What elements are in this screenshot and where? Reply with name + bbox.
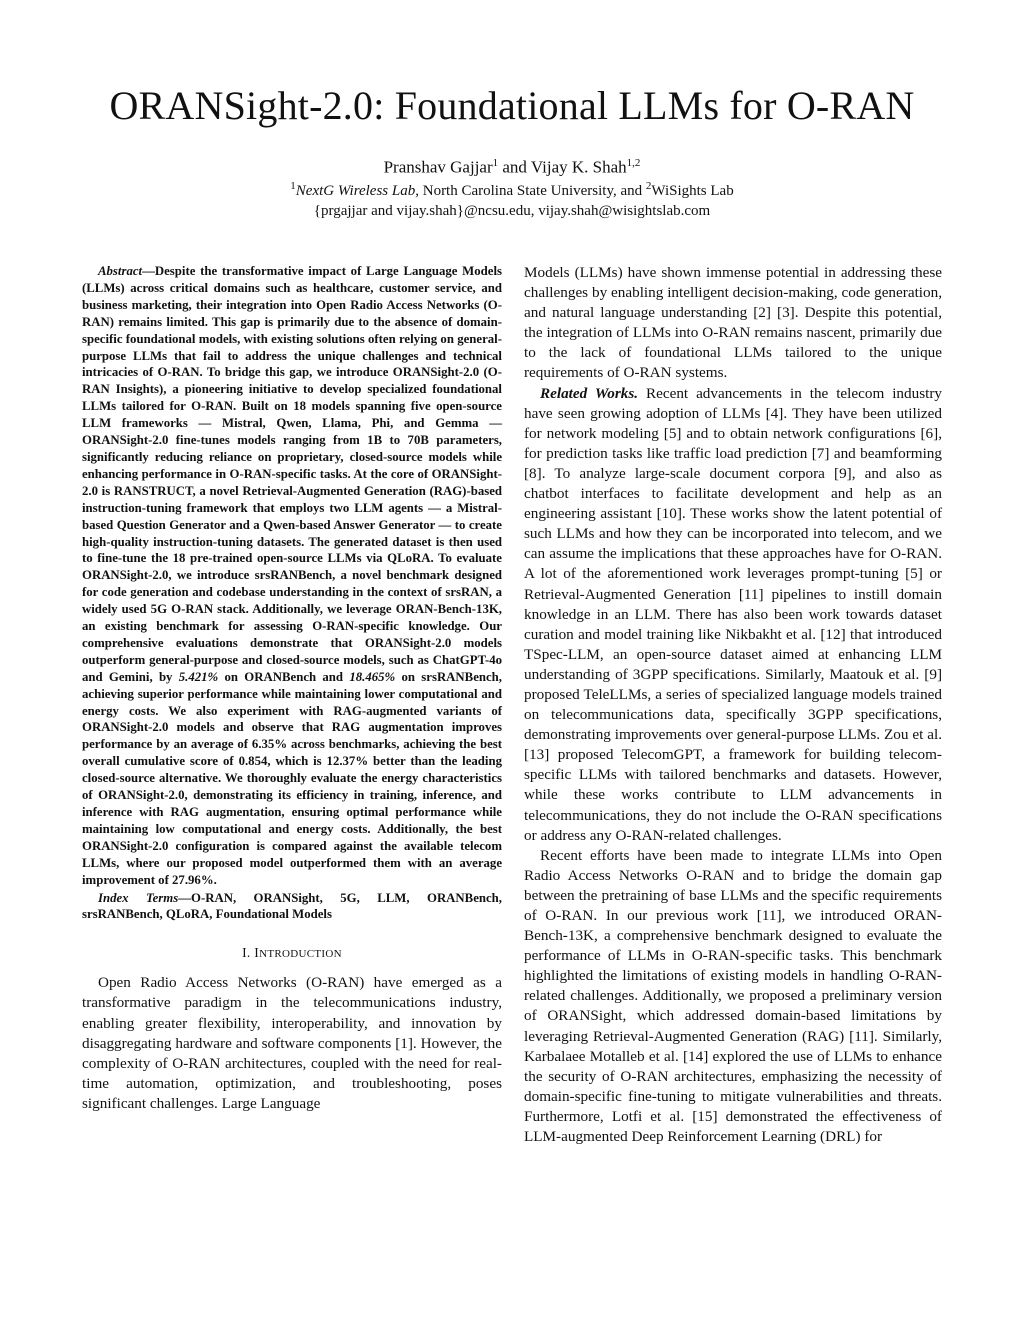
intro-paragraph-3: Recent efforts have been made to integrate LLMs into Open Radio Access Networks O-RAN and to bridge the domain gap between the pretraining of base LLMs and the specific requirements of O-RAN. In our previous work [11], we introduced ORAN-Bench-13K, a comprehensive benchmark designed to evaluate the performance of LLMs in O-RAN-specific tasks. This benchmark highlighted the limitations of existing models in handling O-RAN-related challenges. Additionally, we proposed a preliminary version of ORANSight, which addressed domain-based limitations by leveraging Retrieval-Augmented Generation (RAG) [11]. Similarly, Karbalaee Motalleb et al. [14] explored the use of LLMs to enhance the security of O-RAN architectures, emphasizing the necessity of domain-specific fine-tuning to mitigate vulnerabilities and threats. Furthermore, Lotfi et al. [15] demonstrated the effectiveness of LLM-augmented Deep Reinforcement Learning (DRL) for — [524, 846, 942, 1146]
left-column — [82, 263, 502, 1114]
author-2-affil-mark: 1,2 — [626, 157, 641, 169]
author-emails: {prgajjar and vijay.shah}@ncsu.edu, vijay.shah@wisightslab.com — [313, 203, 711, 219]
section-first-letter: I — [254, 945, 260, 961]
abstract — [82, 263, 502, 889]
affil-mark-2: 2 — [645, 180, 652, 192]
abstract-lead: Abstract — [98, 264, 143, 278]
abstract-text-3: on srsRANBench, achieving superior performance while maintaining lower computational and energy costs. We also experiment with RAG-augmented variants of ORANSight-2.0 models and observe that RAG augmentation improves performance by an average of 6.35% across benchmarks, achieving the best overall cumulative score of 0.854, which is 12.37% better than the leading closed-source alternative. We thoroughly evaluate the energy characteristics of ORANSight-2.0, demonstrating its efficiency in training, inference, and inference with RAG augmentation, ensuring optimal performance while maintaining low computational and energy costs. Additionally, the best ORANSight-2.0 configuration is compared against the available telecom LLMs, where our proposed model outperformed them with an average improvement of 27.96%. — [82, 669, 502, 887]
related-works-text: Recent advancements in the telecom industry have seen growing adoption of LLMs [4]. They have been utilized for network modeling [5] and to obtain network configurations [6], for prediction tasks like traffic load prediction [7] and beamforming [8]. To analyze large-scale document corpora [9], and also as chatbot interfaces to facilitate development and help as an engineering assistant [10]. These works show the latent potential of such LLMs and how they can be incorporated into telecom, and we can assume the implications that these approaches have for O-RAN. A lot of the aforementioned work leverages prompt-tuning [5] or Retrieval-Augmented Generation [11] pipelines to instill domain knowledge in an LLM. There has also been work towards dataset curation and model training like Nikbakht et al. [12] that introduced TSpec-LLM, an open-source dataset aimed at enhancing LLM understanding of 3GPP specifications. Similarly, Maatouk et al. [9] proposed TeleLLMs, a series of specialized language models trained on telecommunications data, specifically 3GPP specifications, demonstrating improvements over general-purpose LLMs. Zou et al. [13] proposed TelecomGPT, a framework for building telecom-specific LLMs with tailored benchmarks and datasets. However, while these works contribute to LLM advancements in telecommunications, they do not include the O-RAN specifications or address any O-RAN-related challenges. — [524, 384, 942, 844]
abstract-text-1: —Despite the transformative impact of Large Language Models (LLMs) across critical domains such as healthcare, customer service, and business marketing, their integration into Open Radio Access Networks (O-RAN) remains limited. This gap is primarily due to the absence of domain-specific foundational models, with existing solutions often relying on general-purpose LLMs that fail to address the unique challenges and technical intricacies of O-RAN. To bridge this gap, we introduce ORANSight-2.0 (O-RAN Insights), a pioneering initiative to develop specialized foundational LLMs tailored for O-RAN. Built on 18 models spanning five open-source LLM frameworks — Mistral, Qwen, Llama, Phi, and Gemma — ORANSight-2.0 fine-tunes models ranging from 1B to 70B parameters, significantly reducing reliance on proprietary, closed-source models while enhancing performance in O-RAN-specific tasks. At the core of ORANSight-2.0 is RANSTRUCT, a novel Retrieval-Augmented Generation (RAG)-based instruction-tuning framework that employs two LLM agents — a Mistral-based Question Generator and a Qwen-based Answer Generator — to create high-quality instruction-tuning datasets. The generated dataset is then used to fine-tune the 18 pre-trained open-source LLMs via QLoRA. To evaluate ORANSight-2.0, we introduce srsRANBench, a novel benchmark designed for code generation and codebase understanding in the context of srsRAN, a widely used 5G O-RAN stack. Additionally, we leverage ORAN-Bench-13K, an existing benchmark for assessing O-RAN-specific knowledge. Our comprehensive evaluations demonstrate that ORANSight-2.0 models outperform general-purpose and closed-source models, such as ChatGPT-4o and Gemini, by — [82, 264, 502, 684]
section-numeral: I. — [242, 945, 255, 961]
affil-university: , North Carolina State University, and — [415, 183, 646, 199]
author-line — [0, 152, 1024, 179]
paper-title: ORANSight-2.0: Foundational LLMs for O-RAN — [109, 83, 915, 128]
abstract-pct-oranbench: 5.421% — [178, 669, 219, 684]
intro-paragraph-1: Open Radio Access Networks (O-RAN) have emerged as a transformative paradigm in the telecommunications industry, enabling greater flexibility, interoperability, and innovation by disaggregating hardware and software components [1]. However, the complexity of O-RAN architectures, coupled with the need for real-time automation, optimization, and troubleshooting, poses significant challenges. Large Language — [82, 974, 502, 1112]
author-1-affil-mark: 1 — [492, 157, 499, 169]
section-heading-introduction — [82, 945, 502, 961]
related-works-lead: Related Works. — [540, 384, 639, 402]
author-1: Pranshav Gajjar — [383, 157, 493, 177]
related-works-paragraph — [524, 384, 942, 846]
index-terms — [82, 890, 502, 924]
intro-paragraph-1-continued: Models (LLMs) have shown immense potential in addressing these challenges by enabling intelligent decision-making, code generation, and natural language understanding [2] [3]. Despite this potential, the integration of LLMs into O-RAN remains nascent, primarily due to the lack of foundational LLMs tailored to the unique requirements of O-RAN systems. — [524, 264, 942, 382]
affiliation-line — [0, 176, 1024, 201]
section-title-rest: NTRODUCTION — [259, 948, 342, 961]
index-terms-text: —O-RAN, ORANSight, 5G, LLM, ORANBench, srsRANBench, QLoRA, Foundational Models — [82, 890, 502, 922]
author-2: Vijay K. Shah — [530, 157, 627, 177]
right-column — [524, 263, 942, 1147]
index-terms-lead: Index Terms — [98, 890, 179, 905]
affil-lab: NextG Wireless Lab — [295, 183, 416, 199]
affil-company: WiSights Lab — [651, 183, 734, 199]
abstract-text-2: on ORANBench and — [218, 669, 350, 684]
affil-mark-1: 1 — [290, 180, 296, 192]
abstract-pct-srsranbench: 18.465% — [349, 669, 396, 684]
author-conjunction: and — [498, 157, 531, 177]
